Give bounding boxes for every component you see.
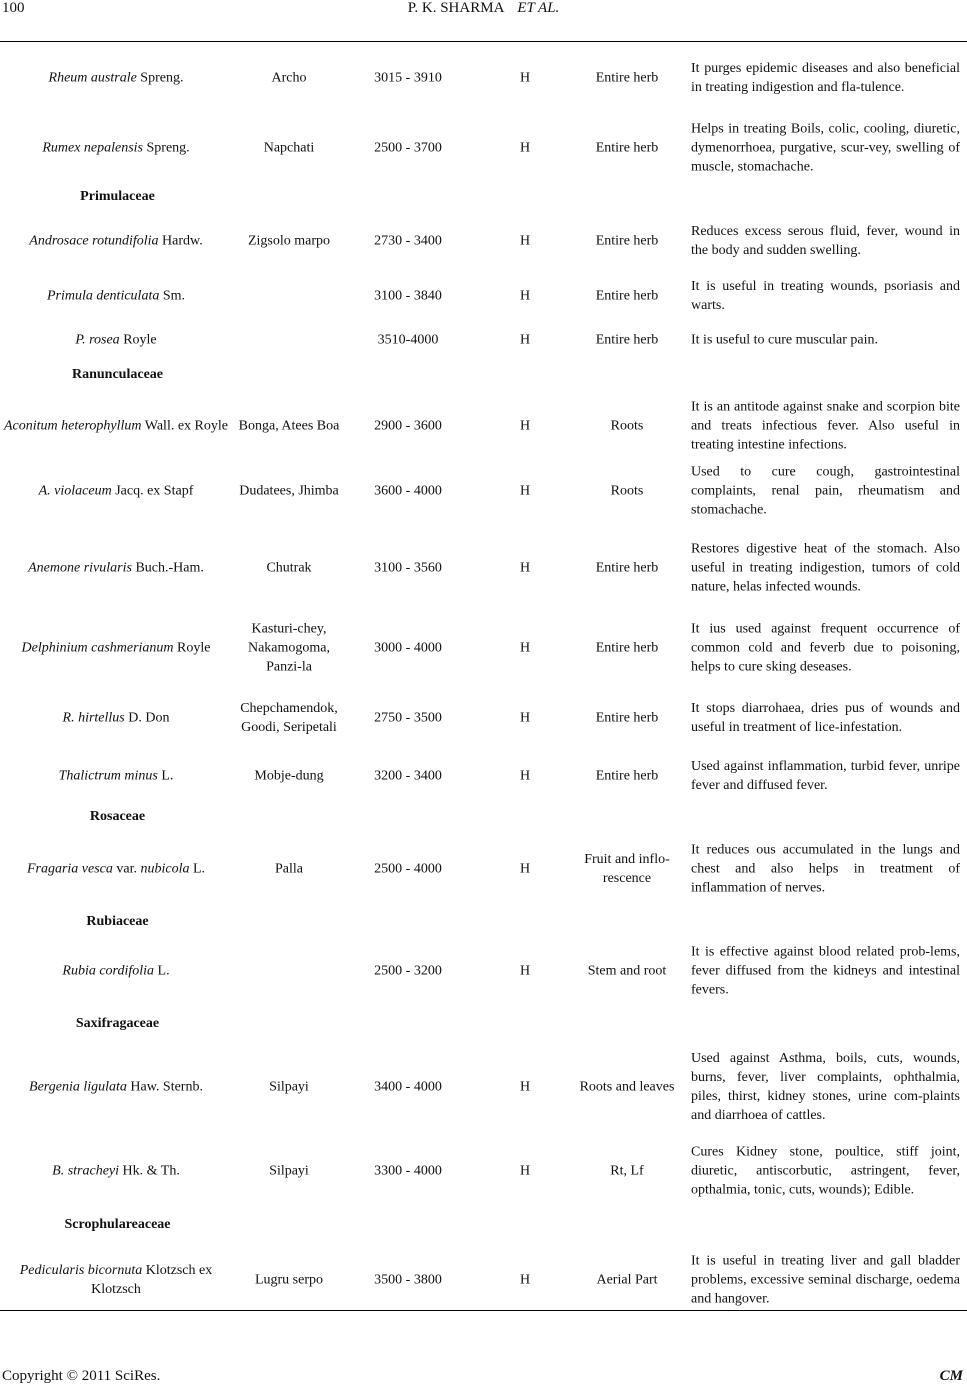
species-binomial: Rubia cordifolia bbox=[62, 963, 155, 979]
table-row bbox=[0, 451, 967, 531]
local-name: Palla bbox=[275, 861, 303, 877]
part-used: Entire herb bbox=[595, 768, 659, 784]
uses: It purges epidemic diseases and also beneficial in treating indigestion and fla-tulence. bbox=[691, 61, 960, 95]
uses: Cures Kidney stone, poultice, stiff joint, diuretic, antiscorbutic, astringent, fever, opthalmia, tonic, cuts, wounds); Edible. bbox=[691, 1144, 960, 1198]
table-row bbox=[0, 1240, 967, 1320]
species-binomial: Pedicularis bicornuta bbox=[19, 1263, 143, 1278]
species-authority: Jacq. ex Stapf bbox=[111, 483, 194, 499]
species-binomial: Primula denticulata bbox=[46, 288, 160, 304]
altitude: 2750 - 3500 bbox=[374, 710, 442, 726]
habit: H bbox=[519, 140, 531, 156]
part-used: Entire herb bbox=[595, 70, 659, 86]
table-row bbox=[0, 108, 967, 188]
part-used: Entire herb bbox=[595, 640, 659, 656]
species-name bbox=[0, 962, 232, 981]
local-name: Chutrak bbox=[266, 560, 312, 576]
altitude: 2730 - 3400 bbox=[374, 233, 442, 249]
uses: It is useful in treating liver and gall bladder problems, excessive seminal discharge, oedema and hangover. bbox=[691, 1253, 960, 1307]
table-row bbox=[0, 931, 967, 1011]
table-row bbox=[0, 38, 967, 118]
species-binomial: Androsace rotundifolia bbox=[29, 233, 159, 249]
species-authority: Buch.-Ham. bbox=[131, 560, 204, 576]
habit: H bbox=[519, 288, 531, 304]
altitude: 2500 - 3200 bbox=[374, 963, 442, 979]
altitude: 3000 - 4000 bbox=[374, 640, 442, 656]
species-authority: Spreng. bbox=[143, 140, 190, 156]
running-header bbox=[0, 0, 967, 17]
local-name: Zigsolo marpo bbox=[247, 233, 331, 249]
species-name bbox=[0, 709, 232, 728]
species-name bbox=[0, 559, 232, 578]
uses: It ius used against frequent occurrence of common cold and feverb due to poisoning, helps to cure sking deseases. bbox=[691, 621, 960, 675]
local-name: Mobje-dung bbox=[254, 768, 324, 784]
uses: It stops diarrohaea, dries pus of wounds and useful in treatment of lice-infestation. bbox=[691, 701, 960, 735]
species-authority: Wall. ex Royle bbox=[141, 418, 228, 434]
species-binomial: Bergenia ligulata bbox=[29, 1079, 127, 1095]
altitude: 2500 - 3700 bbox=[374, 140, 442, 156]
altitude: 2500 - 4000 bbox=[374, 861, 442, 877]
habit: H bbox=[519, 70, 531, 86]
species-binomial: Anemone rivularis bbox=[28, 560, 132, 576]
uses: Used against inflammation, turbid fever, unripe fever and diffused fever. bbox=[691, 759, 960, 793]
species-binomial: P. rosea bbox=[75, 332, 120, 348]
part-used: Entire herb bbox=[595, 332, 659, 348]
copyright: Copyright © 2011 SciRes. bbox=[2, 1368, 161, 1384]
local-name: Bonga, Atees Boa bbox=[238, 418, 340, 434]
species-binomial: A. violaceum bbox=[38, 483, 112, 499]
uses: It reduces ous accumulated in the lungs and chest and also helps in treatment of inflammation of nerves. bbox=[691, 842, 960, 896]
uses: Reduces excess serous fluid, fever, wound in the body and sudden swelling. bbox=[691, 224, 960, 258]
table-row bbox=[0, 1047, 967, 1127]
uses: Restores digestive heat of the stomach. Also useful in treating indigestion, tumors of cold nature, helas infected wounds. bbox=[691, 541, 960, 595]
local-name: Silpayi bbox=[269, 1163, 309, 1179]
habit: H bbox=[519, 1272, 531, 1288]
part-used: Entire herb bbox=[595, 288, 659, 304]
uses: It is effective against blood related prob-lems, fever diffused from the kidneys and intestinal fevers. bbox=[691, 944, 960, 998]
part-used: Roots bbox=[610, 483, 644, 499]
habit: H bbox=[519, 640, 531, 656]
part-used: Fruit and inflo-rescence bbox=[584, 852, 670, 886]
species-binomial: Delphinium cashmerianum bbox=[21, 640, 174, 656]
part-used: Entire herb bbox=[595, 140, 659, 156]
species-binomial: Rumex nepalensis bbox=[42, 140, 144, 156]
uses: Used to cure cough, gastrointestinal complaints, renal pain, rheumatism and stomachache. bbox=[691, 464, 960, 518]
altitude: 3500 - 3800 bbox=[374, 1272, 442, 1288]
uses: Used against Asthma, boils, cuts, wounds, burns, fever, liver complaints, ophthalmia, piles, thirst, kidney stones, urine com-plaints and diarrhoea of cattles. bbox=[691, 1051, 960, 1123]
species-authority: D. Don bbox=[124, 710, 170, 726]
species-name bbox=[0, 639, 232, 658]
family-heading: Rubiaceae bbox=[86, 914, 149, 929]
species-binomial: Rheum australe bbox=[48, 70, 137, 86]
species-binomial: Fragaria vesca bbox=[26, 861, 113, 877]
table-row bbox=[0, 829, 967, 909]
table-row bbox=[0, 736, 967, 816]
species-binomial: Thalictrum minus bbox=[58, 768, 158, 784]
habit: H bbox=[519, 560, 531, 576]
species-authority: Hk. & Th. bbox=[119, 1163, 180, 1179]
uses: It is useful to cure muscular pain. bbox=[691, 332, 879, 348]
habit: H bbox=[519, 332, 531, 348]
species-name bbox=[0, 1261, 232, 1299]
table-row bbox=[0, 528, 967, 608]
species-authority: Haw. Sternb. bbox=[126, 1079, 203, 1095]
part-used: Aerial Part bbox=[596, 1272, 658, 1288]
altitude: 3100 - 3560 bbox=[374, 560, 442, 576]
species-authority: Royle bbox=[173, 640, 211, 656]
bottom-rule bbox=[0, 1310, 967, 1311]
altitude: 3510-4000 bbox=[377, 332, 439, 348]
species-name bbox=[0, 417, 232, 436]
part-used: Roots and leaves bbox=[579, 1079, 675, 1095]
habit: H bbox=[519, 1163, 531, 1179]
altitude: 3015 - 3910 bbox=[374, 70, 442, 86]
local-name: Kasturi-chey, Nakamogoma, Panzi-la bbox=[247, 621, 331, 675]
species-name bbox=[0, 331, 232, 350]
species-authority: var. bbox=[112, 861, 141, 877]
species-name bbox=[0, 1162, 232, 1181]
part-used: Entire herb bbox=[595, 233, 659, 249]
altitude: 3300 - 4000 bbox=[374, 1163, 442, 1179]
header-et-al: ET AL. bbox=[517, 0, 560, 16]
local-name: Silpayi bbox=[269, 1079, 309, 1095]
species-name bbox=[0, 1078, 232, 1097]
part-used: Entire herb bbox=[595, 560, 659, 576]
uses: It is an antitode against snake and scorpion bite and treats infectious fever. Also useful in treating intestine infections. bbox=[691, 399, 960, 453]
species-authority: Sm. bbox=[159, 288, 186, 304]
part-used: Entire herb bbox=[595, 710, 659, 726]
altitude: 3100 - 3840 bbox=[374, 288, 442, 304]
species-name bbox=[0, 69, 232, 88]
page-number: 100 bbox=[2, 0, 25, 16]
habit: H bbox=[519, 861, 531, 877]
habit: H bbox=[519, 710, 531, 726]
family-heading: Scrophulareaceae bbox=[64, 1217, 171, 1232]
local-name: Lugru serpo bbox=[254, 1272, 324, 1288]
uses: Helps in treating Boils, colic, cooling, diuretic, dymenorrhoea, purgative, scur-vey, swelling of muscle, stomachache. bbox=[691, 121, 960, 175]
family-heading: Rosaceae bbox=[89, 809, 146, 824]
family-heading: Ranunculaceae bbox=[72, 367, 163, 382]
local-name: Napchati bbox=[263, 140, 315, 156]
local-name: Archo bbox=[271, 70, 307, 86]
species-name bbox=[0, 139, 232, 158]
uses: It is useful in treating wounds, psoriasis and warts. bbox=[691, 279, 960, 313]
species-authority: L. bbox=[154, 963, 170, 979]
species-authority: Spreng. bbox=[136, 70, 184, 86]
species-authority: Royle bbox=[119, 332, 157, 348]
habit: H bbox=[519, 483, 531, 499]
header-authors: P. K. SHARMA bbox=[407, 0, 504, 16]
part-used: Stem and root bbox=[587, 963, 667, 979]
altitude: 3400 - 4000 bbox=[374, 1079, 442, 1095]
species-authority: L. bbox=[157, 768, 174, 784]
habit: H bbox=[519, 418, 531, 434]
part-used: Roots bbox=[610, 418, 644, 434]
species-binomial: B. stracheyi bbox=[52, 1163, 120, 1179]
species-binomial: Aconitum heterophyllum bbox=[3, 418, 142, 434]
local-name: Dudatees, Jhimba bbox=[239, 483, 339, 499]
habit: H bbox=[519, 963, 531, 979]
species-name bbox=[0, 232, 232, 251]
species-authority: L. bbox=[189, 861, 206, 877]
altitude: 3200 - 3400 bbox=[374, 768, 442, 784]
table-row bbox=[0, 608, 967, 688]
altitude: 3600 - 4000 bbox=[374, 483, 442, 499]
species-binomial: R. hirtellus bbox=[62, 710, 125, 726]
species-binomial: nubicola bbox=[140, 861, 190, 877]
species-name bbox=[0, 482, 232, 501]
habit: H bbox=[519, 1079, 531, 1095]
habit: H bbox=[519, 768, 531, 784]
local-name: Chepchamendok, Goodi, Seripetali bbox=[240, 701, 338, 735]
altitude: 2900 - 3600 bbox=[374, 418, 442, 434]
species-authority: Klotzsch ex Klotzsch bbox=[91, 1263, 213, 1297]
species-name bbox=[0, 767, 232, 786]
part-used: Rt, Lf bbox=[610, 1163, 644, 1179]
family-heading: Saxifragaceae bbox=[75, 1016, 160, 1031]
table-row bbox=[0, 1131, 967, 1211]
journal-abbrev: CM bbox=[939, 1368, 963, 1384]
family-heading: Primulaceae bbox=[80, 189, 155, 204]
species-authority: Hardw. bbox=[158, 233, 203, 249]
habit: H bbox=[519, 233, 531, 249]
species-name bbox=[0, 860, 232, 879]
